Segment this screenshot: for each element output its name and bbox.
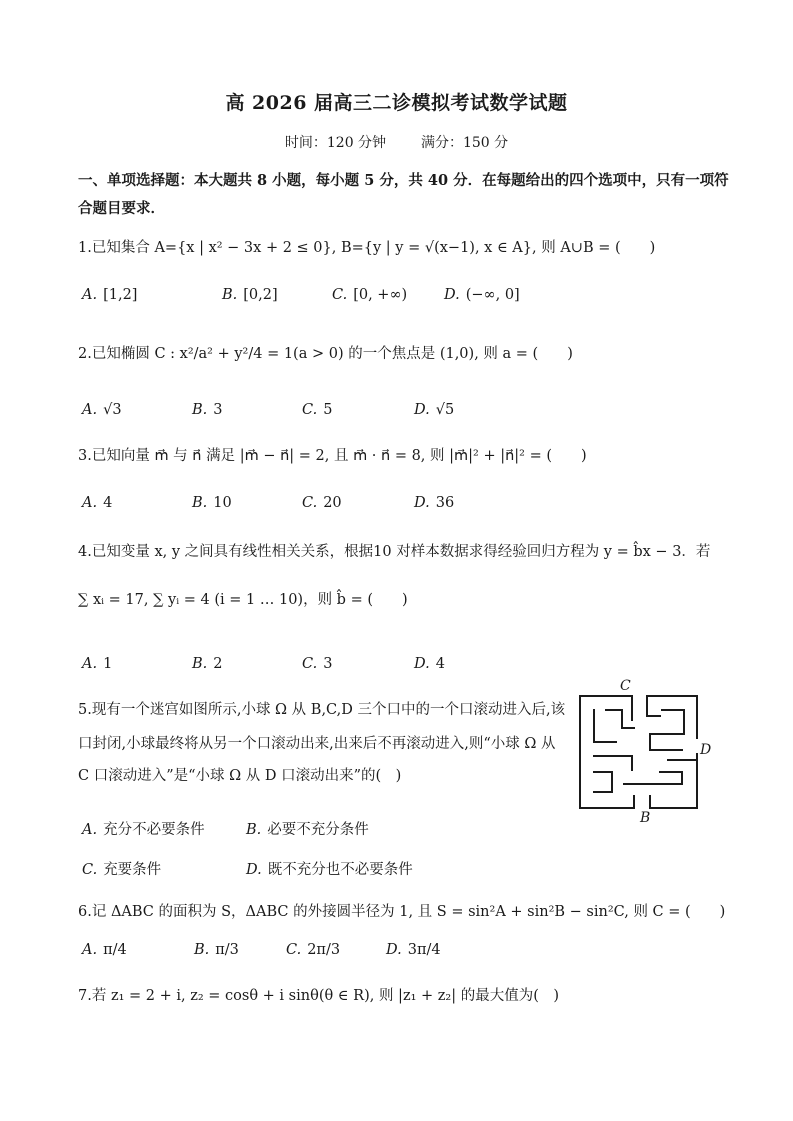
- q2-option-c: [302, 402, 332, 418]
- option-text: 3: [323, 656, 333, 672]
- question-6-stem: 6.记 ΔABC 的面积为 S，ΔABC 的外接圆半径为 1, 且 S = sin²A + sin²B − sin²C, 则 C = ( ): [78, 904, 726, 920]
- option-text: 4: [103, 495, 113, 511]
- maze-wall: [594, 710, 616, 742]
- maze-label-b: B: [640, 810, 651, 826]
- q4-option-b: [192, 656, 223, 672]
- option-text: [0, +∞): [353, 287, 408, 303]
- option-letter: C.: [82, 862, 98, 878]
- option-letter: A.: [82, 656, 98, 672]
- option-letter: C.: [302, 656, 318, 672]
- option-text: √3: [103, 402, 122, 418]
- option-text: √5: [435, 402, 455, 418]
- q1-option-b: [222, 287, 278, 303]
- maze-wall: [624, 772, 682, 784]
- option-text: 必要不充分条件: [267, 822, 369, 838]
- option-text: [1,2]: [103, 287, 138, 303]
- option-letter: B.: [192, 656, 208, 672]
- section-heading-line2: 合题目要求．: [78, 200, 165, 217]
- q6-option-a: [82, 942, 127, 958]
- maze-label-d: D: [700, 742, 712, 758]
- option-letter: B.: [192, 402, 208, 418]
- option-letter: B.: [246, 822, 262, 838]
- maze-wall: [594, 772, 612, 792]
- option-letter: C.: [302, 495, 318, 511]
- option-text: 4: [435, 656, 445, 672]
- option-text: 3: [213, 402, 223, 418]
- q3-option-c: [302, 495, 342, 511]
- option-text: π/4: [103, 942, 127, 958]
- q6-option-d: [386, 942, 441, 958]
- option-text: 36: [435, 495, 455, 511]
- option-text: [0,2]: [243, 287, 278, 303]
- q4-option-c: [302, 656, 332, 672]
- option-letter: A.: [82, 495, 98, 511]
- question-1-stem: 1.已知集合 A={x | x² − 3x + 2 ≤ 0}, B={y | y = √(x−1), x ∈ A}, 则 A∪B = ( ): [78, 240, 656, 256]
- q5-option-d: [246, 858, 413, 879]
- option-letter: A.: [82, 942, 98, 958]
- option-text: 既不充分也不必要条件: [267, 862, 413, 878]
- question-2-stem: 2.已知椭圆 C : x²/a² + y²/4 = 1(a > 0) 的一个焦点是 (1,0), 则 a = ( ): [78, 346, 573, 362]
- q3-option-d: [414, 495, 454, 511]
- maze-wall: [606, 710, 634, 728]
- question-7-stem: 7.若 z₁ = 2 + i, z₂ = cosθ + i sinθ(θ ∈ R), 则 |z₁ + z₂| 的最大值为( ): [78, 988, 560, 1004]
- option-text: 1: [103, 656, 113, 672]
- option-text: (−∞, 0]: [465, 287, 520, 303]
- exam-score: 满分：150 分: [420, 135, 509, 151]
- question-3-stem: 3.已知向量 m⃗ 与 n⃗ 满足 |m⃗ − n⃗| = 2, 且 m⃗ · n⃗ = 8, 则 |m⃗|² + |n⃗|² = ( ): [78, 448, 587, 464]
- exam-info: [0, 132, 793, 152]
- maze-wall: [647, 696, 660, 716]
- q1-option-a: [82, 287, 137, 303]
- option-letter: D.: [414, 656, 430, 672]
- option-text: 10: [213, 495, 232, 511]
- q3-option-b: [192, 495, 232, 511]
- q2-option-b: [192, 402, 223, 418]
- option-letter: D.: [444, 287, 460, 303]
- q5-option-c: [82, 858, 161, 879]
- option-letter: D.: [414, 495, 430, 511]
- option-letter: C.: [332, 287, 348, 303]
- option-text: 充分不必要条件: [103, 822, 205, 838]
- option-letter: B.: [194, 942, 210, 958]
- q2-option-a: [82, 402, 122, 418]
- q5-option-b: [246, 818, 369, 839]
- option-letter: A.: [82, 822, 98, 838]
- q1-option-c: [332, 287, 407, 303]
- q5-option-a: [82, 818, 205, 839]
- question-5-stem-line1: 5.现有一个迷宫如图所示,小球 Ω 从 B,C,D 三个口中的一个口滚动进入后,该: [78, 702, 566, 718]
- option-text: 2: [213, 656, 223, 672]
- question-4-stem-line1: 4.已知变量 x, y 之间具有线性相关关系，根据10 对样本数据求得经验回归方程为 y = b̂x − 3．若: [78, 544, 711, 560]
- option-letter: D.: [246, 862, 262, 878]
- option-text: 5: [323, 402, 333, 418]
- option-letter: B.: [222, 287, 238, 303]
- q1-option-d: [444, 287, 520, 303]
- maze-wall: [594, 756, 632, 770]
- maze-label-c: C: [620, 678, 631, 694]
- option-letter: A.: [82, 287, 98, 303]
- question-4-stem-line2: ∑ xᵢ = 17, ∑ yᵢ = 4 (i = 1 … 10)，则 b̂ = ( ): [78, 592, 408, 608]
- section-heading-line1: 一、单项选择题：本大题共 8 小题，每小题 5 分，共 40 分．在每题给出的四个选项中，只有一项符: [78, 172, 729, 189]
- q6-option-c: [286, 942, 340, 958]
- option-letter: A.: [82, 402, 98, 418]
- q2-option-d: [414, 402, 454, 418]
- option-text: 20: [323, 495, 342, 511]
- option-letter: D.: [414, 402, 430, 418]
- q4-option-d: [414, 656, 445, 672]
- option-text: 3π/4: [407, 942, 441, 958]
- option-text: 2π/3: [307, 942, 341, 958]
- question-5-stem-line2: 口封闭,小球最终将从另一个口滚动出来,出来后不再滚动进入,则“小球 Ω 从: [78, 736, 556, 752]
- question-5-stem-line3: C 口滚动进入”是“小球 Ω 从 D 口滚动出来”的( ): [78, 768, 402, 784]
- option-text: 充要条件: [103, 862, 162, 878]
- option-letter: B.: [192, 495, 208, 511]
- exam-time: 时间：120 分钟: [284, 135, 387, 151]
- option-letter: D.: [386, 942, 402, 958]
- option-letter: C.: [302, 402, 318, 418]
- maze-wall: [650, 754, 697, 808]
- option-text: π/3: [215, 942, 239, 958]
- q6-option-b: [194, 942, 239, 958]
- q3-option-a: [82, 495, 112, 511]
- page-title: 高 2026 届高三二诊模拟考试数学试题: [225, 92, 568, 114]
- maze-figure: [572, 676, 722, 826]
- q4-option-a: [82, 656, 112, 672]
- option-letter: C.: [286, 942, 302, 958]
